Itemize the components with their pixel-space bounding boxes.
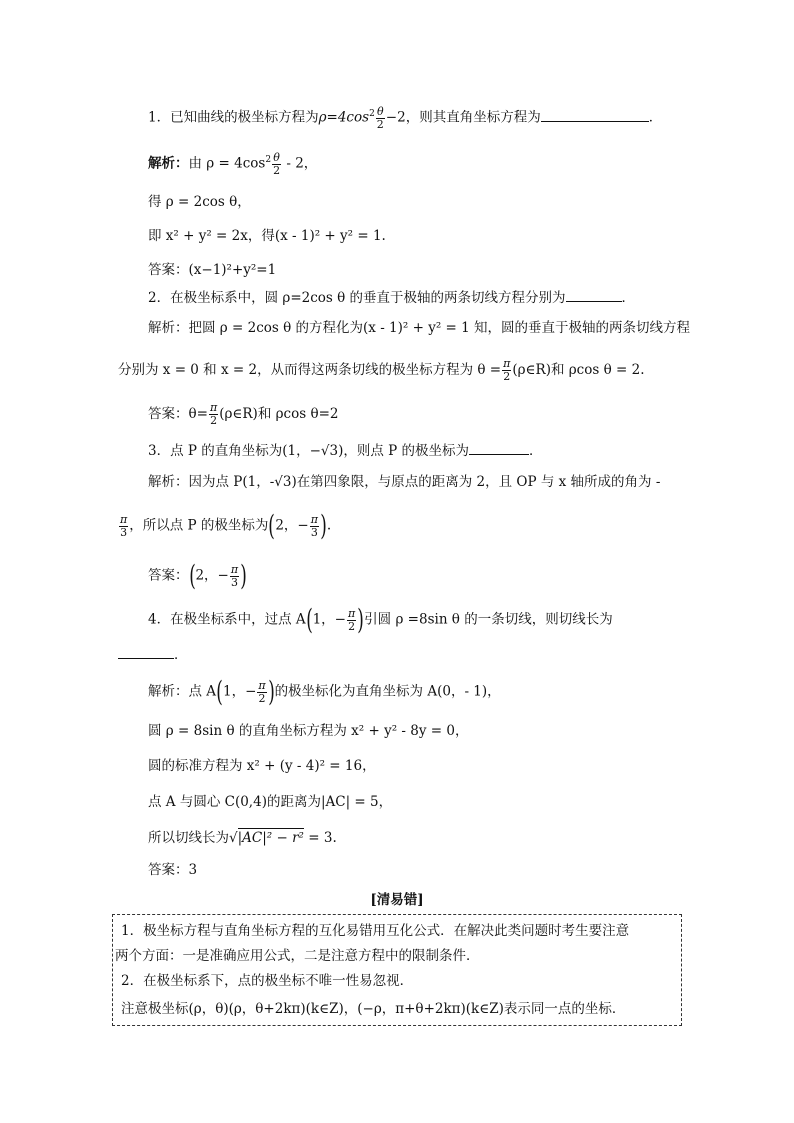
note-3: 注意极坐标(ρ，θ)(ρ，θ+2kπ)(k∈Z)，(−ρ，π+θ+2kπ)(k∈Z)表示同一点的坐标．	[121, 1001, 626, 1017]
q4-solution-4: 点 A 与圆心 C(0,4)的距离为|AC| = 5，	[148, 794, 393, 810]
notes-title: [清易错]	[370, 892, 424, 908]
q2-answer-blank	[566, 287, 622, 302]
q4-answer: 答案：3	[148, 862, 198, 878]
q1-solution-1: 解析：由 $\rho = 4\cos^2$ $\frac{\theta}{2}$ - 2，	[148, 150, 318, 177]
q2-stem: 2．在极坐标系中，圆 ρ=2cos θ 的垂直于极轴的两条切线方程分别为 ．	[148, 287, 635, 308]
q4-solution-2: 圆 ρ = 8sin θ 的直角坐标方程为 x² + y² - 8y = 0，	[148, 723, 469, 739]
q4-answer-blank	[118, 644, 174, 659]
q2-solution-2: 分别为 x = 0 和 x = 2，从而得这两条切线的极坐标方程为 θ = $\frac{\pi}{2}$ (ρ∈R)和 ρcos θ = 2.	[118, 357, 645, 383]
q4-solution-3: 圆的标准方程为 x² + (y - 4)² = 16，	[148, 758, 376, 774]
note-1a: 1．极坐标方程与直角坐标方程的互化易错用互化公式．在解决此类问题时考生要注意	[121, 923, 630, 939]
q4-stem-cont: ．	[118, 644, 188, 665]
q1-solution-2: 得 ρ = 2cos θ，	[148, 194, 251, 210]
notes-box	[112, 914, 682, 1026]
q3-solution-1: 解析：因为点 P(1，-√3)在第四象限，与原点的距离为 2，且 OP 与 x 轴所成的角为 -	[148, 474, 661, 490]
q3-solution-2: $\frac{\pi}{3}$ ，所以点 P 的极坐标为(2，− $\frac{\pi}{3}$ ).	[120, 509, 332, 542]
q1-solution-3: 即 x² + y² = 2x，得(x - 1)² + y² = 1.	[148, 228, 386, 244]
q4-solution-1: 解析：点 A(1，− $\frac{\pi}{2}$ )的极坐标化为直角坐标为 A(0，- 1)，	[148, 675, 501, 708]
note-1b: 两个方面：一是准确应用公式，二是注意方程中的限制条件．	[115, 948, 480, 964]
note-2: 2．在极坐标系下，点的极坐标不唯一性易忽视．	[121, 973, 414, 989]
q2-solution-1: 解析：把圆 ρ = 2cos θ 的方程化为(x - 1)² + y² = 1 知，圆的垂直于极轴的两条切线方程	[148, 320, 691, 336]
q1-answer-blank	[541, 107, 649, 122]
q4-stem: 4．在极坐标系中，过点 A(1，− $\frac{\pi}{2}$ )引圆 ρ =8sin θ 的一条切线，则切线长为	[148, 603, 613, 636]
q3-stem: 3．点 P 的直角坐标为(1，−√3)，则点 P 的极坐标为 ．	[148, 440, 543, 461]
q1-stem: 1．已知曲线的极坐标方程为$\rho=4\cos^2$ $\frac{\theta}{2}$ −2，则其直角坐标方程为 ．	[148, 104, 663, 131]
q1-answer: 答案：(x−1)²+y²=1	[148, 262, 277, 278]
q4-solution-5: 所以切线长为√|AC|² − r² = 3.	[148, 830, 337, 846]
q2-answer: 答案：θ= $\frac{\pi}{2}$ (ρ∈R)和 ρcos θ=2	[148, 401, 339, 427]
q3-answer-blank	[469, 440, 529, 455]
q3-answer: 答案：(2，− $\frac{\pi}{3}$ )	[148, 559, 247, 592]
